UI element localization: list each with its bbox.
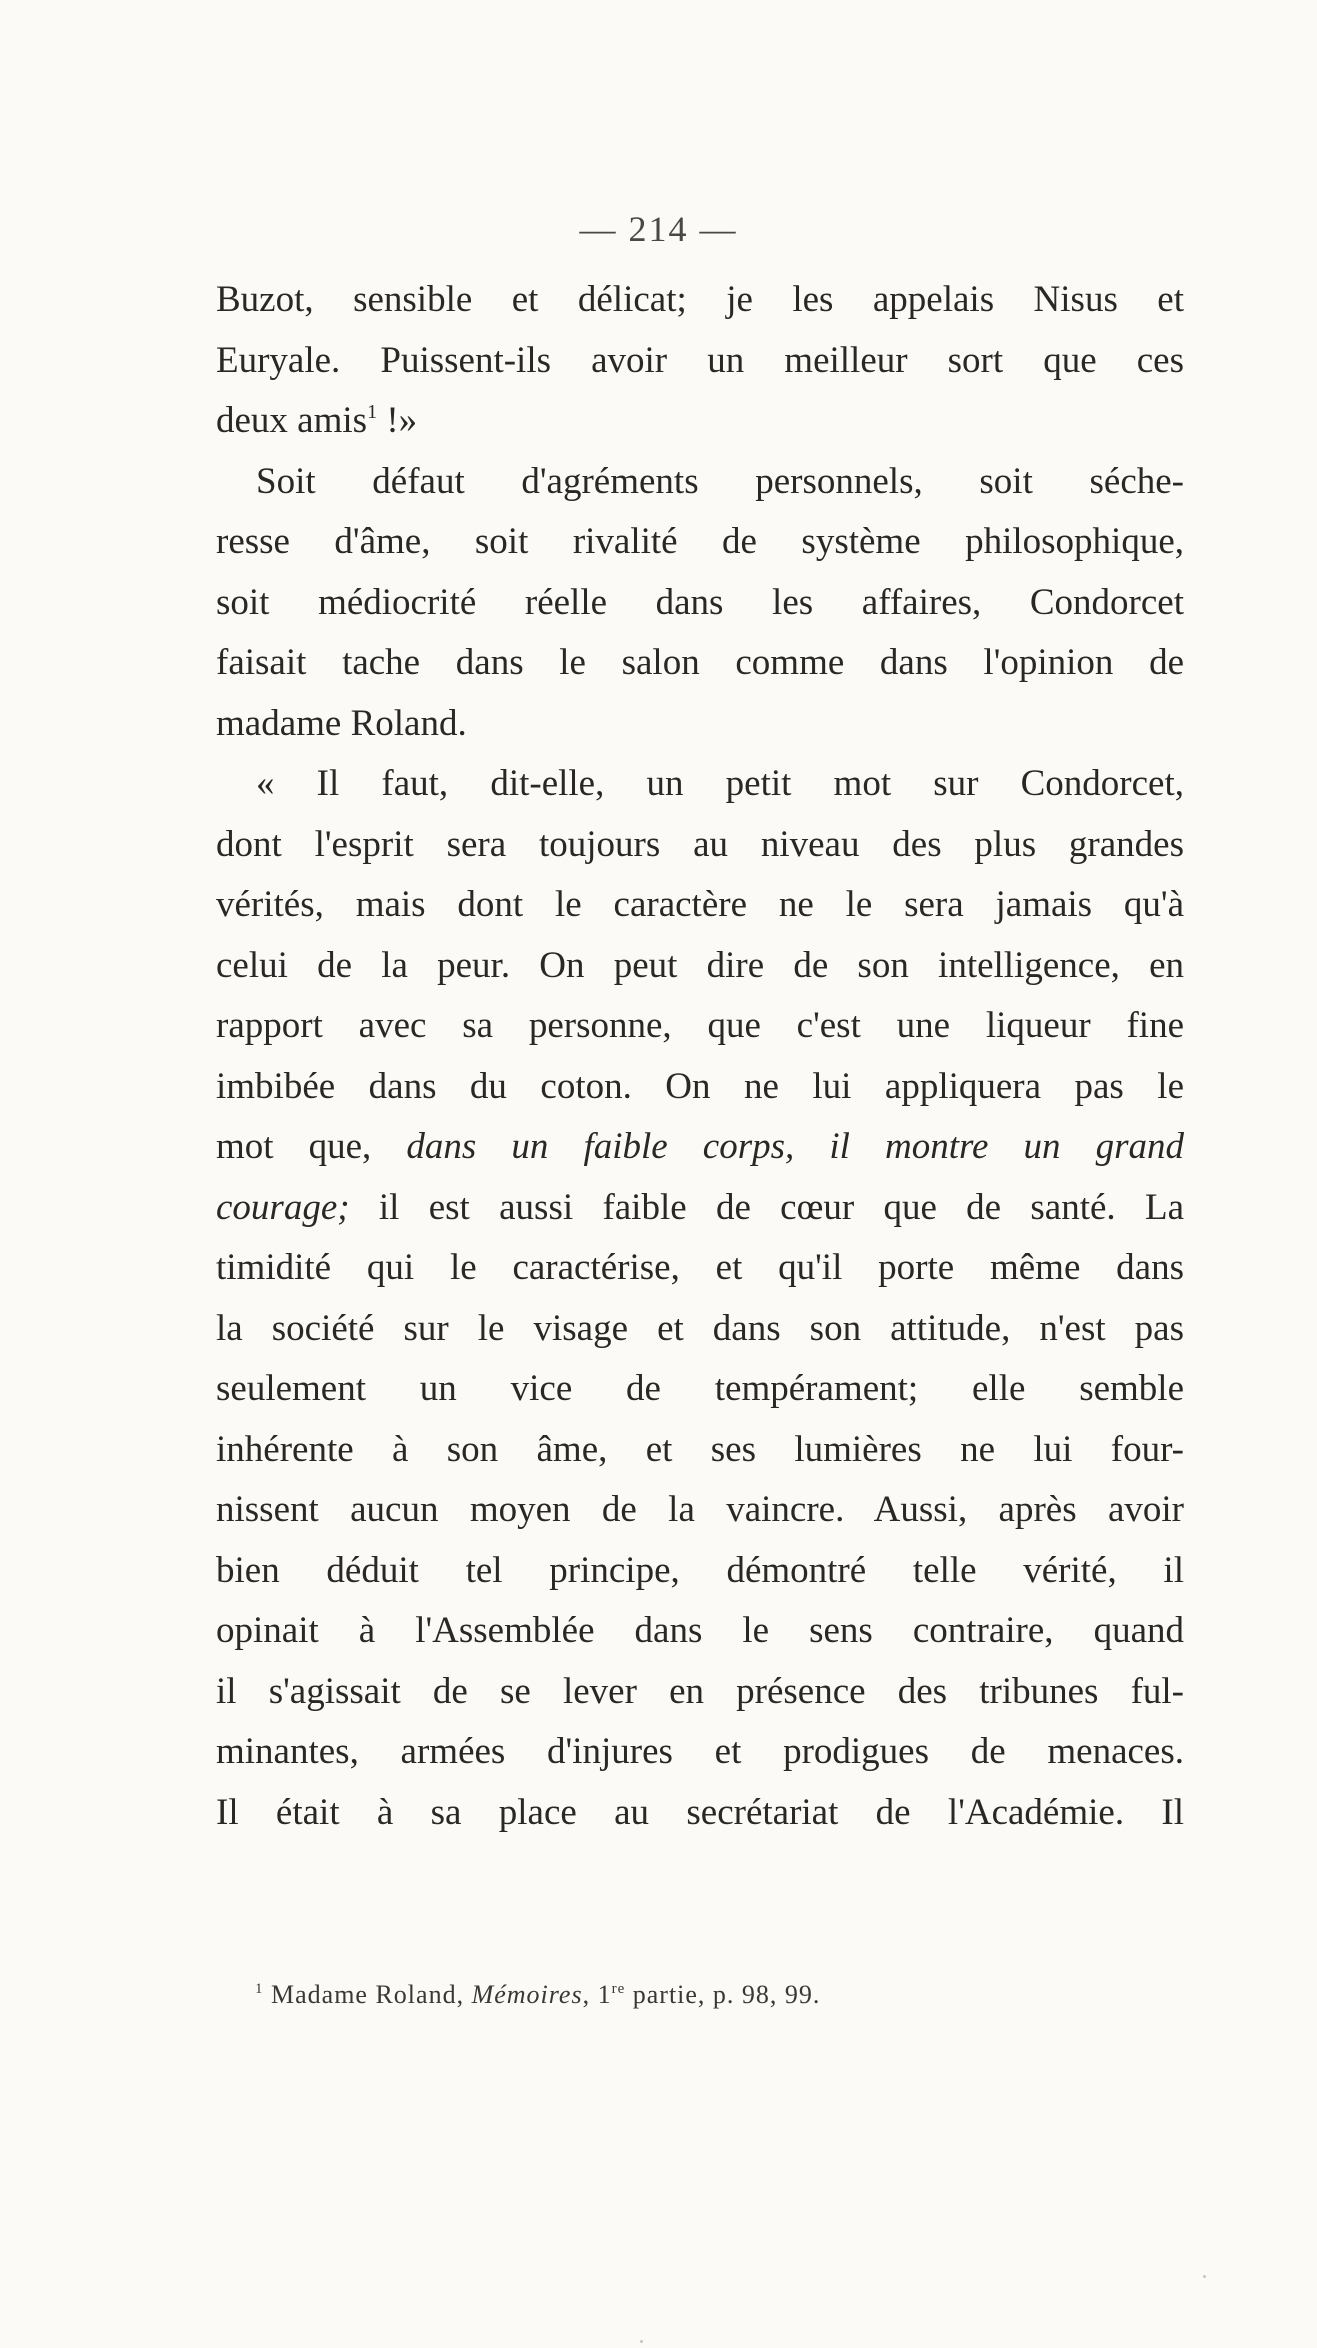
text-line: rapport avec sa personne, que c'est une liqueur fine	[216, 1005, 1184, 1046]
paper-speck	[640, 2340, 643, 2343]
text-line: la société sur le visage et dans son attitude, n'est pas	[216, 1307, 1184, 1349]
footnote-ordinal: re	[611, 1981, 626, 1997]
paper-speck	[1203, 2275, 1206, 2278]
italic-quote: dans un faible corps, il montre un grand	[406, 1126, 1185, 1167]
body-text	[216, 270, 1184, 1843]
footnote-text: , 1	[582, 1980, 612, 2009]
text-line: dont l'esprit sera toujours au niveau des plus grandes	[216, 823, 1184, 865]
text-line: celui de la peur. On peut dire de son intelligence, en	[216, 944, 1184, 986]
text-fragment: !»	[377, 400, 418, 441]
text-line: faisait tache dans le salon comme dans l'opinion de	[216, 642, 1184, 683]
text-fragment: mot que,	[216, 1126, 407, 1167]
text-line: « Il faut, dit-elle, un petit mot sur Condorcet,	[256, 763, 1184, 804]
text-fragment: deux amis	[216, 400, 368, 441]
text-line: Euryale. Puissent-ils avoir un meilleur sort que ces	[216, 339, 1184, 381]
text-line: timidité qui le caractérise, et qu'il porte même dans	[216, 1247, 1184, 1288]
page-number: — 214 —	[579, 209, 738, 249]
footnote-text: partie, p. 98, 99.	[625, 1980, 821, 2009]
text-line: il s'agissait de se lever en présence des tribunes ful-	[216, 1670, 1184, 1712]
text-line: nissent aucun moyen de la vaincre. Aussi, après avoir	[216, 1489, 1184, 1530]
italic-quote: courage;	[216, 1186, 350, 1228]
footnote	[255, 1978, 1155, 2012]
footnote-marker: 1	[255, 1981, 264, 1997]
text-line: bien déduit tel principe, démontré telle vérité, il	[216, 1549, 1184, 1591]
text-line: imbibée dans du coton. On ne lui appliquera pas le	[216, 1065, 1184, 1107]
text-line: minantes, armées d'injures et prodigues de menaces.	[216, 1731, 1184, 1772]
text-line: soit médiocrité réelle dans les affaires, Condorcet	[216, 581, 1184, 623]
text-line: inhérente à son âme, et ses lumières ne lui four-	[216, 1428, 1184, 1470]
text-line: vérités, mais dont le caractère ne le sera jamais qu'à	[216, 884, 1184, 925]
text-fragment: il est aussi faible de cœur que de santé. La	[349, 1186, 1184, 1228]
text-line	[216, 1178, 1184, 1239]
footnote-reference: 1	[367, 401, 378, 423]
text-line: Soit défaut d'agréments personnels, soit séche-	[256, 460, 1184, 502]
text-line: Buzot, sensible et délicat; je les appelais Nisus et	[216, 279, 1184, 320]
text-line: seulement un vice de tempérament; elle semble	[216, 1368, 1184, 1409]
footnote-work: Mémoires	[471, 1980, 583, 2009]
text-line: Il était à sa place au secrétariat de l'Académie. Il	[216, 1791, 1184, 1833]
text-line	[216, 391, 1184, 452]
text-line: madame Roland.	[216, 702, 467, 744]
text-line	[216, 1117, 1184, 1178]
text-line: opinait à l'Assemblée dans le sens contraire, quand	[216, 1610, 1184, 1651]
footnote-author: Madame Roland,	[271, 1980, 472, 2009]
text-line: resse d'âme, soit rivalité de système philosophique,	[216, 521, 1184, 562]
